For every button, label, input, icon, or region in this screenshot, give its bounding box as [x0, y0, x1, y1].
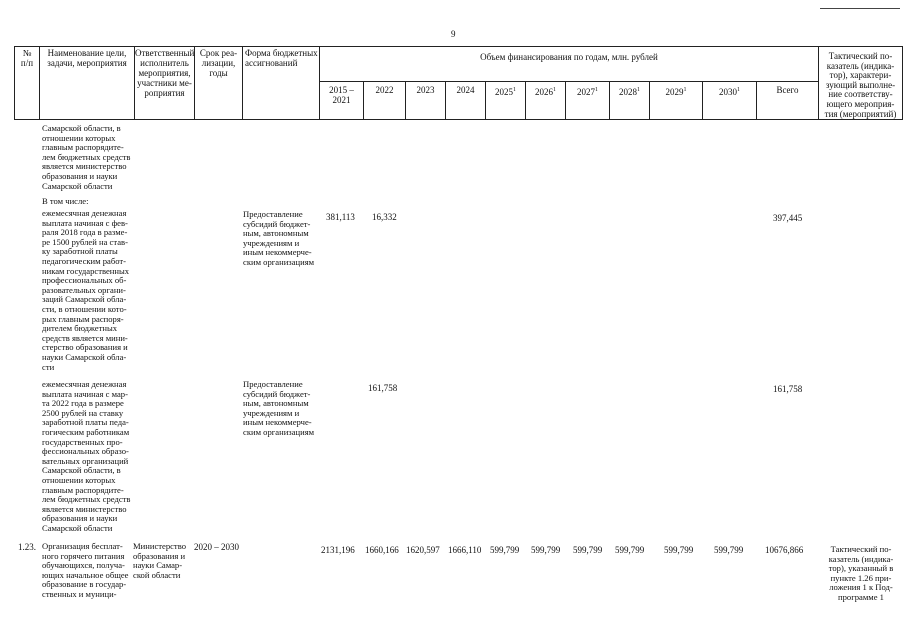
row-3-v2027: 599,799	[573, 545, 603, 555]
row-3-v2030: 599,799	[714, 545, 744, 555]
header-responsible: Ответственный исполнитель мероприятия, участники ме- роприятия	[135, 48, 195, 98]
row-3-v2023: 1620,597	[406, 545, 440, 555]
row-2-form: Предоставление субсидий бюджет- ным, автономным учреждениям и иным некоммерче- ским организациям	[243, 379, 315, 437]
row-3-v2015-2021: 2131,196	[321, 545, 355, 555]
row-3-v2024: 1666,110	[448, 545, 482, 555]
header-period: Срок реа- лизации, годы	[199, 48, 238, 78]
header-num: № п/п	[20, 48, 34, 68]
year-2028: 2028$^1$	[619, 87, 640, 97]
including-label: В том числе:	[42, 196, 89, 206]
row-3-v2025: 599,799	[490, 545, 520, 555]
year-2027: 2027$^1$	[577, 87, 598, 97]
year-2023: 2023	[416, 85, 435, 95]
header-name: Наименование цели, задачи, мероприятия	[47, 48, 127, 68]
row-3-responsible: Министерство образования и науки Самар- ской области	[133, 541, 186, 580]
row-3-v2028: 599,799	[615, 545, 645, 555]
row-3-v2029: 599,799	[664, 545, 694, 555]
year-2026: 2026$^1$	[535, 87, 556, 97]
row-3-total: 10676,866	[765, 545, 804, 555]
top-rule	[820, 8, 900, 9]
row-3-indicator: Тактический по- казатель (индика- тор), указанный в пункте 1.26 при- ложения 1 к Под- программе 1	[828, 544, 894, 602]
year-2022: 2022	[375, 85, 394, 95]
year-2015-2021: 2015 – 2021	[329, 85, 354, 105]
row-3-num: 1.23.	[18, 542, 36, 552]
row-1-form: Предоставление субсидий бюджет- ным, автономным учреждениям и иным некоммерче- ским организациям	[243, 209, 315, 267]
year-2024: 2024	[456, 85, 475, 95]
header-form: Форма бюджетных ассигнований	[245, 48, 318, 68]
header-funding: Объем финансирования по годам, млн. рублей	[480, 52, 658, 62]
col-line	[14, 46, 15, 119]
row-3-name: Организация бесплат- ного горячего питания обучающихся, получа- ющих начальное общее образование в государ- ственных и муници-	[42, 541, 129, 599]
year-total: Всего	[776, 85, 799, 95]
header-bottom-line	[14, 119, 903, 120]
row-1-v2015-2021: 381,113	[326, 212, 355, 222]
years-line	[319, 81, 818, 82]
col-line	[242, 46, 243, 119]
row-3-v2026: 599,799	[531, 545, 561, 555]
header-indicator: Тактический по- казатель (индика- тор), характери- зующий выполне- ние соответству- ющего мероприя- тия (мероприятий)	[824, 51, 897, 119]
year-2030: 2030$^1$	[719, 87, 740, 97]
row-3-period: 2020 – 2030	[194, 542, 239, 552]
row-1-total: 397,445	[773, 213, 803, 223]
year-2025: 2025$^1$	[495, 87, 516, 97]
row-2-total: 161,758	[773, 384, 803, 394]
row-2-v2022: 161,758	[368, 383, 398, 393]
col-line	[902, 46, 903, 119]
row-2-name: ежемесячная денежная выплата начиная с мар- та 2022 года в размере 2500 рублей на ставку заработной платы педа- гогическим работникам государственных про- фессиональных образо- вательных организаций Самарской области, в отношении которых главным распорядите- лем бюджетных средств является министерство образования и науки Самарской области	[42, 379, 131, 533]
table-header	[14, 46, 903, 119]
page-number: 9	[451, 29, 456, 39]
row-3-v2022: 1660,166	[365, 545, 399, 555]
continued-text: Самарской области, в отношении которых главным распорядите- лем бюджетных средств является министерство образования и науки Самарской области	[42, 123, 131, 191]
row-1-v2022: 16,332	[372, 212, 397, 222]
row-1-name: ежемесячная денежная выплата начиная с фев- раля 2018 года в разме- ре 1500 рублей на став- ку заработной платы педагогическим работ- никам государственных профессиональных об- разовательных органи- заций Самарской обла- сти, в отношении кото- рых главным распоря- дителем бюджетных средств является мини- стерство образования и науки Самарской обла- сти	[42, 208, 130, 372]
year-2029: 2029$^1$	[665, 87, 687, 97]
header-top-line	[14, 46, 903, 47]
col-line	[39, 46, 40, 119]
